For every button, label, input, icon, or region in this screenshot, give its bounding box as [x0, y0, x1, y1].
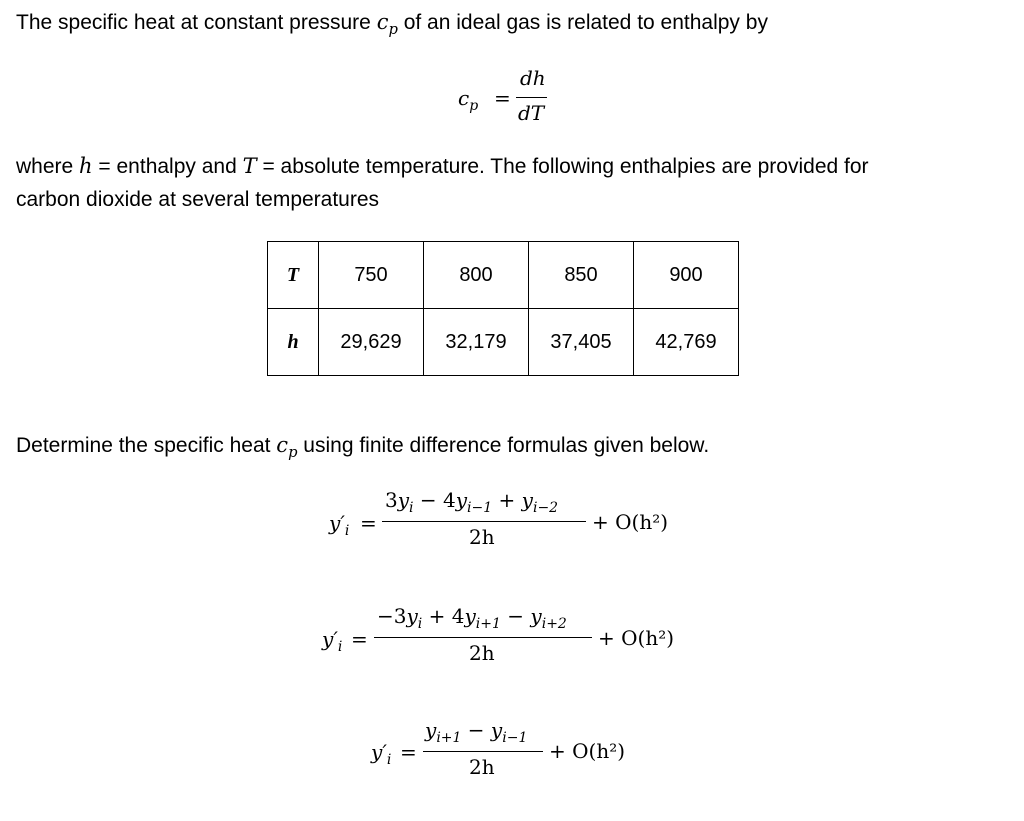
formula2-denominator: 2h — [469, 641, 495, 665]
formula3-lhs: $y'_i$ — [371, 740, 392, 768]
formula2-lhs: $y'_i$ — [322, 627, 343, 655]
definition-fraction-bar — [516, 97, 547, 98]
definition-numerator: dh — [520, 66, 546, 90]
table-row-temperature — [268, 242, 739, 309]
table-cell: 900 — [634, 242, 739, 309]
t-symbol: T — [242, 154, 257, 178]
cp-symbol: $c_p$ — [376, 10, 398, 39]
table-cell: 42,769 — [634, 309, 739, 376]
formula1-fraction-bar — [382, 521, 586, 522]
row-label-h: h — [268, 309, 319, 376]
definition-lhs: $c_p$ — [458, 86, 479, 114]
formula1-error-term: + O(h²) — [592, 510, 669, 534]
table-cell: 29,629 — [319, 309, 424, 376]
table-cell: 32,179 — [424, 309, 529, 376]
formula2-error-term: + O(h²) — [598, 626, 675, 650]
row-label-T: T — [268, 242, 319, 309]
enthalpy-table — [267, 241, 739, 376]
table-cell: 750 — [319, 242, 424, 309]
table-row-enthalpy — [268, 309, 739, 376]
formula3-numerator: $y_{i+1} - y_{i-1}$ — [425, 718, 528, 746]
formula2-equals: = — [351, 627, 368, 651]
formula1-equals: = — [360, 511, 377, 535]
formula3-denominator: 2h — [469, 755, 495, 779]
formula1-numerator: $3y_i - 4y_{i-1} + y_{i-2}$ — [385, 488, 559, 516]
intro-text-pre: The specific heat at constant pressure — [16, 11, 377, 34]
intro-text-post: of an ideal gas is related to enthalpy by — [397, 11, 768, 34]
definition-equals: = — [494, 86, 511, 110]
formula1-lhs: $y'_i$ — [329, 511, 350, 539]
definition-denominator: dT — [518, 101, 545, 125]
formula3-fraction-bar — [423, 751, 543, 752]
where-text: where h = enthalpy and T = absolute temperature. The following enthalpies are provided for — [16, 154, 869, 178]
formula3-error-term: + O(h²) — [549, 739, 626, 763]
table-cell: 800 — [424, 242, 529, 309]
h-symbol: h — [79, 154, 93, 178]
cp-symbol-task: $c_p$ — [276, 433, 298, 462]
intro-text — [16, 8, 768, 37]
table-cell: 850 — [529, 242, 634, 309]
task-text: Determine the specific heat $c_p$ using finite difference formulas given below. — [16, 433, 710, 462]
formula2-fraction-bar — [374, 637, 592, 638]
formula2-numerator: $-3y_i + 4y_{i+1} - y_{i+2}$ — [377, 604, 567, 632]
formula1-denominator: 2h — [469, 525, 495, 549]
table-cell: 37,405 — [529, 309, 634, 376]
formula3-equals: = — [400, 740, 417, 764]
where-text-line2: carbon dioxide at several temperatures — [16, 188, 380, 211]
